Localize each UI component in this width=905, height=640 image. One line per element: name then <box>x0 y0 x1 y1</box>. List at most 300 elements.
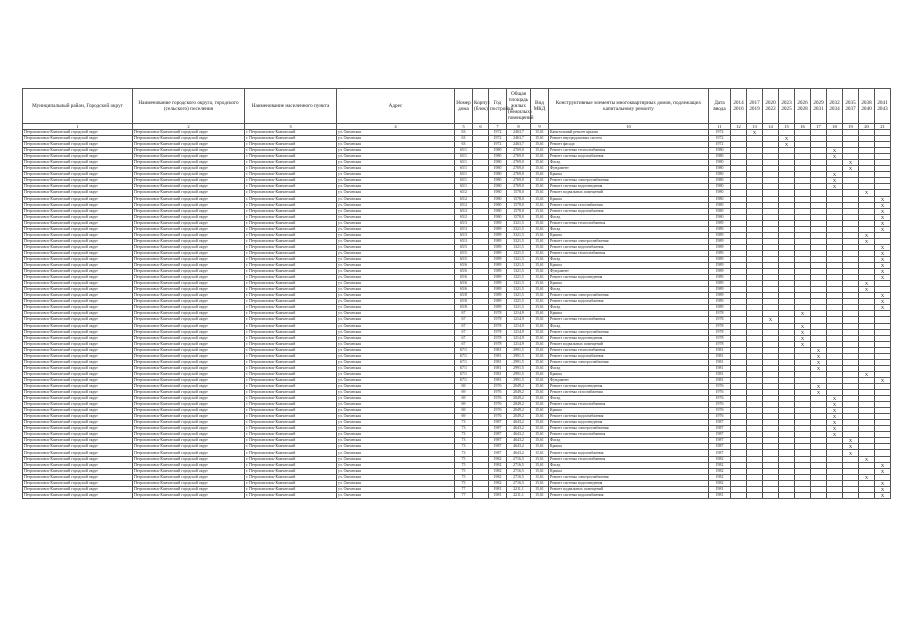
cell-area: 4643,2 <box>507 426 531 432</box>
period-mark: X <box>875 256 891 262</box>
cell-house-number: 69 <box>455 408 473 414</box>
cell-element: Фасад <box>549 438 709 444</box>
cell-address: ул. Океанская <box>337 172 455 178</box>
cell-district: Петропавловск-Камчатский городской округ <box>23 281 133 287</box>
cell-date: 1989 <box>709 263 731 269</box>
cell-type: 15,61 <box>531 244 549 250</box>
cell-date: 1980 <box>709 154 731 160</box>
cell-area: 1321,5 <box>507 275 531 281</box>
cell-type: 15,61 <box>531 208 549 214</box>
cell-area: 1214,9 <box>507 311 531 317</box>
cell-area: 2049,2 <box>507 402 531 408</box>
cell-locality: г. Петропавловск-Камчатский <box>245 311 337 317</box>
cell-settlement: Петропавловск-Камчатский городской округ <box>133 347 245 353</box>
column-number: 2 <box>133 124 245 130</box>
cell-year: 1981 <box>489 377 507 383</box>
header-period-2017: 2017 2019 <box>747 89 763 124</box>
column-number: 1 <box>23 124 133 130</box>
cell-address: ул. Океанская <box>337 190 455 196</box>
cell-element: Капитальный ремонт крыши <box>549 130 709 136</box>
cell-district: Петропавловск-Камчатский городской округ <box>23 402 133 408</box>
cell-year: 1989 <box>489 232 507 238</box>
cell-date: 1989 <box>709 238 731 244</box>
cell-house-number: 65/1 <box>455 184 473 190</box>
cell-year: 1980 <box>489 154 507 160</box>
cell-type: 15,61 <box>531 214 549 220</box>
header-period-2026: 2026 2028 <box>795 89 811 124</box>
period-mark: X <box>811 353 827 359</box>
cell-house-number: 65/6 <box>455 275 473 281</box>
cell-year: 1972 <box>489 142 507 148</box>
cell-element: Ремонт системы электроснабжения <box>549 329 709 335</box>
cell-type: 15,61 <box>531 256 549 262</box>
header-period-2023: 2023 2025 <box>779 89 795 124</box>
cell-date: 1987 <box>709 438 731 444</box>
cell-element: Ремонт системы водоснабжения <box>549 353 709 359</box>
cell-year: 1989 <box>489 256 507 262</box>
cell-element: Ремонт системы водоснабжения <box>549 414 709 420</box>
cell-type: 15,61 <box>531 305 549 311</box>
cell-element: Крыша <box>549 371 709 377</box>
cell-type: 15,61 <box>531 402 549 408</box>
cell-type: 15,61 <box>531 287 549 293</box>
cell-locality: г. Петропавловск-Камчатский <box>245 329 337 335</box>
cell-type: 15,61 <box>531 377 549 383</box>
header-municipal-district: Муниципальный район, Городской округ <box>23 89 133 124</box>
cell-house-number: 73 <box>455 438 473 444</box>
header-period-2014: 2014 2016 <box>731 89 747 124</box>
period-mark: X <box>811 359 827 365</box>
cell-house-number: 67/1 <box>455 377 473 383</box>
cell-address: ул. Океанская <box>337 353 455 359</box>
cell-element: Крыша <box>549 263 709 269</box>
cell-house-number: 75 <box>455 474 473 480</box>
cell-area: 2049,2 <box>507 383 531 389</box>
cell-year: 1982 <box>489 456 507 462</box>
column-number: 9 <box>531 124 549 130</box>
cell-type: 15,61 <box>531 390 549 396</box>
cell-area: 2049,2 <box>507 390 531 396</box>
cell-element: Ремонт системы водоотведения <box>549 275 709 281</box>
cell-settlement: Петропавловск-Камчатский городской округ <box>133 275 245 281</box>
cell-locality: г. Петропавловск-Камчатский <box>245 456 337 462</box>
cell-type: 15,61 <box>531 432 549 438</box>
cell-year: 1972 <box>489 130 507 136</box>
cell-house-number: 63 <box>455 136 473 142</box>
cell-settlement: Петропавловск-Камчатский городской округ <box>133 214 245 220</box>
cell-district: Петропавловск-Камчатский городской округ <box>23 202 133 208</box>
cell-year: 1987 <box>489 450 507 456</box>
period-mark: X <box>795 335 811 341</box>
cell-element: Ремонт системы теплоснабжения <box>549 220 709 226</box>
cell-date: 1987 <box>709 444 731 450</box>
cell-settlement: Петропавловск-Камчатский городской округ <box>133 232 245 238</box>
cell-house-number: 65/1 <box>455 172 473 178</box>
cell-address: ул. Океанская <box>337 232 455 238</box>
cell-locality: г. Петропавловск-Камчатский <box>245 263 337 269</box>
cell-district: Петропавловск-Камчатский городской округ <box>23 408 133 414</box>
cell-area: 2991,5 <box>507 365 531 371</box>
period-mark: X <box>875 202 891 208</box>
cell-element: Ремонт внутридомовых систем <box>549 136 709 142</box>
cell-date: 1982 <box>709 480 731 486</box>
cell-locality: г. Петропавловск-Камчатский <box>245 408 337 414</box>
cell-address: ул. Океанская <box>337 402 455 408</box>
period-mark: X <box>859 232 875 238</box>
cell-type: 15,61 <box>531 130 549 136</box>
cell-house-number: 65/5 <box>455 244 473 250</box>
cell-year: 1976 <box>489 402 507 408</box>
period-mark: X <box>859 281 875 287</box>
cell-element: Крыша <box>549 232 709 238</box>
cell-date: 1980 <box>709 190 731 196</box>
cell-element: Крыша <box>549 444 709 450</box>
cell-settlement: Петропавловск-Камчатский городской округ <box>133 130 245 136</box>
cell-district: Петропавловск-Камчатский городской округ <box>23 226 133 232</box>
cell-house-number: 67 <box>455 341 473 347</box>
cell-district: Петропавловск-Камчатский городской округ <box>23 456 133 462</box>
cell-house-number: 69 <box>455 383 473 389</box>
cell-area: 1214,9 <box>507 323 531 329</box>
cell-district: Петропавловск-Камчатский городской округ <box>23 396 133 402</box>
cell-house-number: 67 <box>455 311 473 317</box>
cell-area: 1321,5 <box>507 281 531 287</box>
cell-locality: г. Петропавловск-Камчатский <box>245 305 337 311</box>
cell-address: ул. Океанская <box>337 214 455 220</box>
cell-year: 1989 <box>489 244 507 250</box>
cell-area: 2211,1 <box>507 492 531 498</box>
cell-locality: г. Петропавловск-Камчатский <box>245 365 337 371</box>
cell-locality: г. Петропавловск-Камчатский <box>245 353 337 359</box>
cell-district: Петропавловск-Камчатский городской округ <box>23 142 133 148</box>
cell-element: Ремонт системы водоснабжения <box>549 450 709 456</box>
cell-house-number: 65/3 <box>455 220 473 226</box>
cell-address: ул. Океанская <box>337 341 455 347</box>
cell-locality: г. Петропавловск-Камчатский <box>245 202 337 208</box>
cell-date: 1981 <box>709 486 731 492</box>
period-mark: X <box>875 377 891 383</box>
cell-type: 15,61 <box>531 136 549 142</box>
cell-house-number: 67 <box>455 335 473 341</box>
cell-year: 1981 <box>489 353 507 359</box>
cell-district: Петропавловск-Камчатский городской округ <box>23 426 133 432</box>
cell-date: 1980 <box>709 166 731 172</box>
cell-area: 2991,5 <box>507 359 531 365</box>
cell-district: Петропавловск-Камчатский городской округ <box>23 335 133 341</box>
header-house-number: Номер дома <box>455 89 473 124</box>
cell-settlement: Петропавловск-Камчатский городской округ <box>133 196 245 202</box>
cell-locality: г. Петропавловск-Камчатский <box>245 256 337 262</box>
cell-settlement: Петропавловск-Камчатский городской округ <box>133 444 245 450</box>
cell-district: Петропавловск-Камчатский городской округ <box>23 480 133 486</box>
cell-date: 1978 <box>709 329 731 335</box>
cell-type: 15,61 <box>531 492 549 498</box>
cell-house-number: 77 <box>455 486 473 492</box>
cell-locality: г. Петропавловск-Камчатский <box>245 396 337 402</box>
cell-house-number: 73 <box>455 444 473 450</box>
cell-type: 15,61 <box>531 323 549 329</box>
cell-house-number: 69 <box>455 396 473 402</box>
cell-house-number: 67/1 <box>455 353 473 359</box>
period-mark: X <box>843 450 859 456</box>
cell-element: Фасад <box>549 396 709 402</box>
cell-element: Ремонт системы электроснабжения <box>549 178 709 184</box>
header-locality: Наименование населенного пункта <box>245 89 337 124</box>
cell-element: Фундамент <box>549 166 709 172</box>
cell-address: ул. Океанская <box>337 426 455 432</box>
cell-element: Ремонт системы газоснабжения <box>549 390 709 396</box>
cell-address: ул. Океанская <box>337 456 455 462</box>
cell-year: 1978 <box>489 323 507 329</box>
cell-type: 15,61 <box>531 311 549 317</box>
cell-district: Петропавловск-Камчатский городской округ <box>23 359 133 365</box>
cell-element: Крыша <box>549 311 709 317</box>
cell-address: ул. Океанская <box>337 486 455 492</box>
cell-type: 15,61 <box>531 359 549 365</box>
cell-house-number: 75 <box>455 468 473 474</box>
cell-house-number: 75 <box>455 462 473 468</box>
cell-address: ул. Океанская <box>337 414 455 420</box>
cell-locality: г. Петропавловск-Камчатский <box>245 238 337 244</box>
cell-date: 1978 <box>709 323 731 329</box>
cell-year: 1987 <box>489 444 507 450</box>
cell-settlement: Петропавловск-Камчатский городской округ <box>133 359 245 365</box>
cell-address: ул. Океанская <box>337 293 455 299</box>
cell-area: 1321,5 <box>507 293 531 299</box>
cell-settlement: Петропавловск-Камчатский городской округ <box>133 317 245 323</box>
cell-area: 2049,2 <box>507 414 531 420</box>
cell-district: Петропавловск-Камчатский городской округ <box>23 299 133 305</box>
cell-year: 1976 <box>489 414 507 420</box>
cell-address: ул. Океанская <box>337 208 455 214</box>
cell-type: 15,61 <box>531 220 549 226</box>
cell-district: Петропавловск-Камчатский городской округ <box>23 323 133 329</box>
cell-address: ул. Океанская <box>337 184 455 190</box>
cell-element: Ремонт системы водоотведения <box>549 420 709 426</box>
cell-date: 1978 <box>709 317 731 323</box>
cell-settlement: Петропавловск-Камчатский городской округ <box>133 184 245 190</box>
cell-address: ул. Океанская <box>337 377 455 383</box>
cell-date: 1976 <box>709 414 731 420</box>
cell-settlement: Петропавловск-Камчатский городской округ <box>133 208 245 214</box>
cell-settlement: Петропавловск-Камчатский городской округ <box>133 480 245 486</box>
column-number: 3 <box>245 124 337 130</box>
cell-date: 1978 <box>709 341 731 347</box>
cell-type: 15,61 <box>531 444 549 450</box>
cell-area: 4643,2 <box>507 438 531 444</box>
cell-area: 4643,2 <box>507 420 531 426</box>
period-mark: X <box>875 299 891 305</box>
cell-type: 15,61 <box>531 353 549 359</box>
cell-year: 1982 <box>489 480 507 486</box>
cell-area: 2463,7 <box>507 130 531 136</box>
cell-date: 1982 <box>709 468 731 474</box>
cell-district: Петропавловск-Камчатский городской округ <box>23 438 133 444</box>
cell-type: 15,61 <box>531 196 549 202</box>
cell-area: 2991,5 <box>507 353 531 359</box>
period-mark: X <box>827 396 843 402</box>
cell-date: 1978 <box>709 311 731 317</box>
cell-district: Петропавловск-Камчатский городской округ <box>23 293 133 299</box>
period-mark: X <box>811 383 827 389</box>
cell-house-number: 75 <box>455 456 473 462</box>
cell-year: 1978 <box>489 329 507 335</box>
cell-type: 15,61 <box>531 190 549 196</box>
cell-area: 1578,0 <box>507 202 531 208</box>
cell-date: 1989 <box>709 232 731 238</box>
cell-type: 15,61 <box>531 486 549 492</box>
cell-district: Петропавловск-Камчатский городской округ <box>23 390 133 396</box>
cell-type: 15,61 <box>531 142 549 148</box>
cell-element: Ремонт системы водоснабжения <box>549 492 709 498</box>
header-period-2041: 2041 2043 <box>875 89 891 124</box>
cell-district: Петропавловск-Камчатский городской округ <box>23 136 133 142</box>
cell-address: ул. Океанская <box>337 347 455 353</box>
cell-date: 1976 <box>709 402 731 408</box>
cell-year: 1976 <box>489 383 507 389</box>
cell-year: 1989 <box>489 269 507 275</box>
cell-type: 15,61 <box>531 408 549 414</box>
cell-locality: г. Петропавловск-Камчатский <box>245 154 337 160</box>
cell-element: Ремонт системы электроснабжения <box>549 293 709 299</box>
cell-type: 15,61 <box>531 263 549 269</box>
cell-address: ул. Океанская <box>337 142 455 148</box>
cell-locality: г. Петропавловск-Камчатский <box>245 402 337 408</box>
cell-address: ул. Океанская <box>337 420 455 426</box>
cell-house-number: 65/2 <box>455 202 473 208</box>
header-period-2038: 2038 2040 <box>859 89 875 124</box>
cell-district: Петропавловск-Камчатский городской округ <box>23 377 133 383</box>
cell-settlement: Петропавловск-Камчатский городской округ <box>133 329 245 335</box>
cell-type: 15,61 <box>531 365 549 371</box>
cell-area: 1578,0 <box>507 190 531 196</box>
cell-date: 1980 <box>709 196 731 202</box>
cell-element: Ремонт системы теплоснабжения <box>549 148 709 154</box>
cell-district: Петропавловск-Камчатский городской округ <box>23 468 133 474</box>
cell-area: 2769,0 <box>507 160 531 166</box>
period-mark: X <box>827 154 843 160</box>
cell-area: 1321,5 <box>507 269 531 275</box>
cell-house-number: 65/1 <box>455 148 473 154</box>
cell-year: 1987 <box>489 438 507 444</box>
cell-house-number: 65/6 <box>455 287 473 293</box>
cell-locality: г. Петропавловск-Камчатский <box>245 383 337 389</box>
cell-element: Ремонт системы водоотведения <box>549 383 709 389</box>
cell-address: ул. Океанская <box>337 256 455 262</box>
cell-area: 3321,5 <box>507 220 531 226</box>
cell-settlement: Петропавловск-Камчатский городской округ <box>133 486 245 492</box>
cell-settlement: Петропавловск-Камчатский городской округ <box>133 190 245 196</box>
cell-settlement: Петропавловск-Камчатский городской округ <box>133 244 245 250</box>
cell-year: 1982 <box>489 474 507 480</box>
cell-locality: г. Петропавловск-Камчатский <box>245 172 337 178</box>
cell-settlement: Петропавловск-Камчатский городской округ <box>133 402 245 408</box>
cell-house-number: 67 <box>455 317 473 323</box>
cell-locality: г. Петропавловск-Камчатский <box>245 196 337 202</box>
column-number: 17 <box>811 124 827 130</box>
cell-settlement: Петропавловск-Камчатский городской округ <box>133 474 245 480</box>
cell-date: 1989 <box>709 250 731 256</box>
cell-type: 15,61 <box>531 172 549 178</box>
cell-locality: г. Петропавловск-Камчатский <box>245 160 337 166</box>
cell-date: 1982 <box>709 456 731 462</box>
cell-address: ул. Океанская <box>337 226 455 232</box>
cell-area: 2769,0 <box>507 178 531 184</box>
column-number: 16 <box>795 124 811 130</box>
cell-year: 1980 <box>489 184 507 190</box>
cell-settlement: Петропавловск-Камчатский городской округ <box>133 341 245 347</box>
cell-house-number: 73 <box>455 450 473 456</box>
cell-date: 1980 <box>709 208 731 214</box>
cell-locality: г. Петропавловск-Камчатский <box>245 462 337 468</box>
cell-date: 1976 <box>709 408 731 414</box>
cell-area: 2716,5 <box>507 456 531 462</box>
header-commission-date: Дата ввода <box>709 89 731 124</box>
cell-locality: г. Петропавловск-Камчатский <box>245 426 337 432</box>
period-mark: X <box>827 172 843 178</box>
cell-settlement: Петропавловск-Камчатский городской округ <box>133 414 245 420</box>
cell-area: 3321,5 <box>507 226 531 232</box>
cell-type: 15,61 <box>531 250 549 256</box>
cell-element: Ремонт системы водоснабжения <box>549 244 709 250</box>
cell-house-number: 65/5 <box>455 256 473 262</box>
cell-district: Петропавловск-Камчатский городской округ <box>23 208 133 214</box>
cell-area: 1214,9 <box>507 341 531 347</box>
cell-address: ул. Океанская <box>337 371 455 377</box>
cell-district: Петропавловск-Камчатский городской округ <box>23 178 133 184</box>
period-mark: X <box>795 323 811 329</box>
period-mark: X <box>843 438 859 444</box>
cell-locality: г. Петропавловск-Камчатский <box>245 420 337 426</box>
cell-district: Петропавловск-Камчатский городской округ <box>23 190 133 196</box>
cell-settlement: Петропавловск-Камчатский городской округ <box>133 136 245 142</box>
cell-year: 1987 <box>489 420 507 426</box>
cell-locality: г. Петропавловск-Камчатский <box>245 190 337 196</box>
cell-locality: г. Петропавловск-Камчатский <box>245 136 337 142</box>
cell-address: ул. Океанская <box>337 383 455 389</box>
cell-date: 1978 <box>709 335 731 341</box>
cell-year: 1989 <box>489 299 507 305</box>
period-mark: X <box>859 456 875 462</box>
cell-house-number: 73 <box>455 420 473 426</box>
cell-district: Петропавловск-Камчатский городской округ <box>23 184 133 190</box>
header-year-built: Год постройки <box>489 89 507 124</box>
cell-element: Крыша <box>549 281 709 287</box>
cell-district: Петропавловск-Камчатский городской округ <box>23 287 133 293</box>
cell-settlement: Петропавловск-Камчатский городской округ <box>133 353 245 359</box>
cell-house-number: 65/1 <box>455 160 473 166</box>
column-number: 18 <box>827 124 843 130</box>
cell-year: 1978 <box>489 317 507 323</box>
cell-year: 1981 <box>489 486 507 492</box>
cell-date: 1981 <box>709 353 731 359</box>
cell-address: ул. Океанская <box>337 305 455 311</box>
cell-address: ул. Океанская <box>337 178 455 184</box>
period-mark: X <box>763 317 779 323</box>
cell-settlement: Петропавловск-Камчатский городской округ <box>133 256 245 262</box>
cell-house-number: 67/1 <box>455 371 473 377</box>
cell-address: ул. Океанская <box>337 323 455 329</box>
cell-date: 1980 <box>709 172 731 178</box>
cell-address: ул. Океанская <box>337 275 455 281</box>
cell-area: 2716,5 <box>507 480 531 486</box>
cell-type: 15,61 <box>531 480 549 486</box>
period-mark: X <box>859 371 875 377</box>
period-mark: X <box>875 492 891 498</box>
cell-year: 1980 <box>489 190 507 196</box>
cell-district: Петропавловск-Камчатский городской округ <box>23 486 133 492</box>
cell-settlement: Петропавловск-Камчатский городской округ <box>133 462 245 468</box>
